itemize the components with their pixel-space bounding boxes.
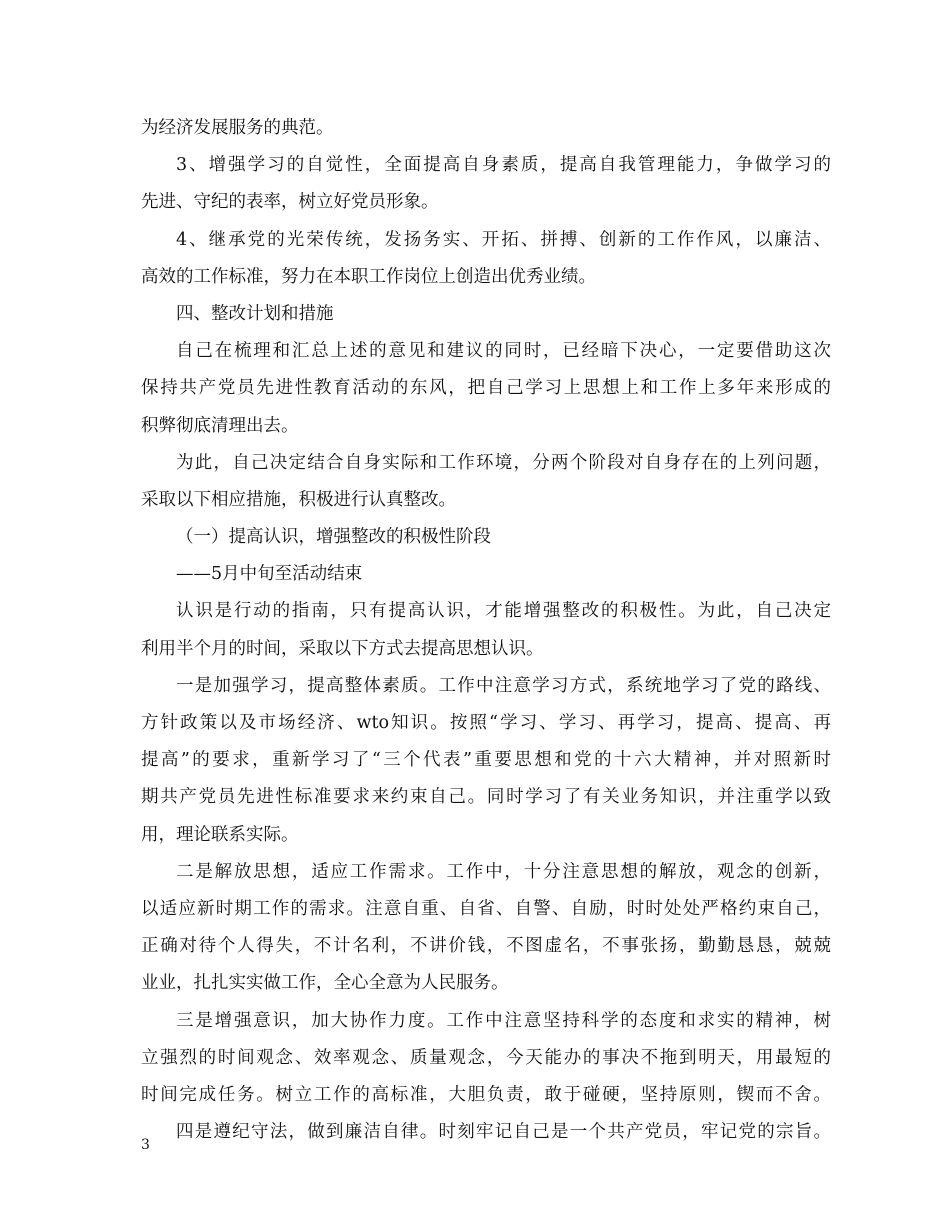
text-line: 自己在梳理和汇总上述的意见和建议的同时，已经暗下决心，一定要借助这次 xyxy=(176,341,831,362)
text-line: 用，理论联系实际。 xyxy=(141,824,299,845)
text-line: 期共产党员先进性标准要求来约束自己。同时学习了有关业务知识，并注重学以致 xyxy=(141,787,831,808)
text-line: 先进、守纪的表率，树立好党员形象。 xyxy=(141,192,439,213)
text-line: 四是遵纪守法，做到廉洁自律。时刻牢记自己是一个共产党员，牢记党的宗旨。 xyxy=(176,1122,831,1143)
text-line: 高效的工作标准，努力在本职工作岗位上创造出优秀业绩。 xyxy=(141,266,596,287)
text-line: 3、增强学习的自觉性，全面提高自身素质，提高自我管理能力，争做学习的 xyxy=(176,155,831,176)
text-line: 为此，自己决定结合自身实际和工作环境，分两个阶段对自身存在的上列问题， xyxy=(176,452,831,473)
body-text xyxy=(141,110,831,1151)
text-line: （一）提高认识，增强整改的积极性阶段 xyxy=(176,527,491,548)
text-line: 保持共产党员先进性教育活动的东风，把自己学习上思想上和工作上多年来形成的 xyxy=(141,378,831,399)
text-line: 为经济发展服务的典范。 xyxy=(141,118,334,138)
text-line: 方针政策以及市场经济、wto知识。按照“学习、学习、再学习，提高、提高、再 xyxy=(141,713,831,733)
text-line: 利用半个月的时间，采取以下方式去提高思想认识。 xyxy=(141,638,544,659)
text-line: 业业，扎扎实实做工作，全心全意为人民服务。 xyxy=(141,973,509,994)
text-line: 以适应新时期工作的需求。注意自重、自省、自警、自励，时时处处严格约束自己， xyxy=(141,898,831,919)
text-line: 认识是行动的指南，只有提高认识，才能增强整改的积极性。为此，自己决定 xyxy=(176,601,831,622)
text-line: 正确对待个人得失，不计名利，不讲价钱，不图虚名，不事张扬，勤勤恳恳，兢兢 xyxy=(141,936,831,957)
text-line: 积弊彻底清理出去。 xyxy=(141,415,299,436)
text-line: 三是增强意识，加大协作力度。工作中注意坚持科学的态度和求实的精神，树 xyxy=(176,1010,831,1031)
text-line: 采取以下相应措施，积极进行认真整改。 xyxy=(141,489,456,510)
text-line: 提高”的要求，重新学习了“三个代表”重要思想和党的十六大精神，并对照新时 xyxy=(141,750,831,771)
text-line: 立强烈的时间观念、效率观念、质量观念，今天能办的事决不拖到明天，用最短的 xyxy=(141,1047,831,1068)
text-line: 4、继承党的光荣传统，发扬务实、开拓、拼搏、创新的工作作风，以廉洁、 xyxy=(176,229,831,250)
text-line: ——5月中旬至活动结束 xyxy=(176,564,363,585)
page-number: 3 xyxy=(141,1137,150,1153)
text-line: 时间完成任务。树立工作的高标准，大胆负责，敢于碰硬，坚持原则，锲而不舍。 xyxy=(141,1084,831,1105)
text-line: 二是解放思想，适应工作需求。工作中，十分注意思想的解放，观念的创新， xyxy=(176,861,831,882)
text-line: 四、整改计划和措施 xyxy=(176,303,334,324)
text-line: 一是加强学习，提高整体素质。工作中注意学习方式，系统地学习了党的路线、 xyxy=(176,675,831,696)
